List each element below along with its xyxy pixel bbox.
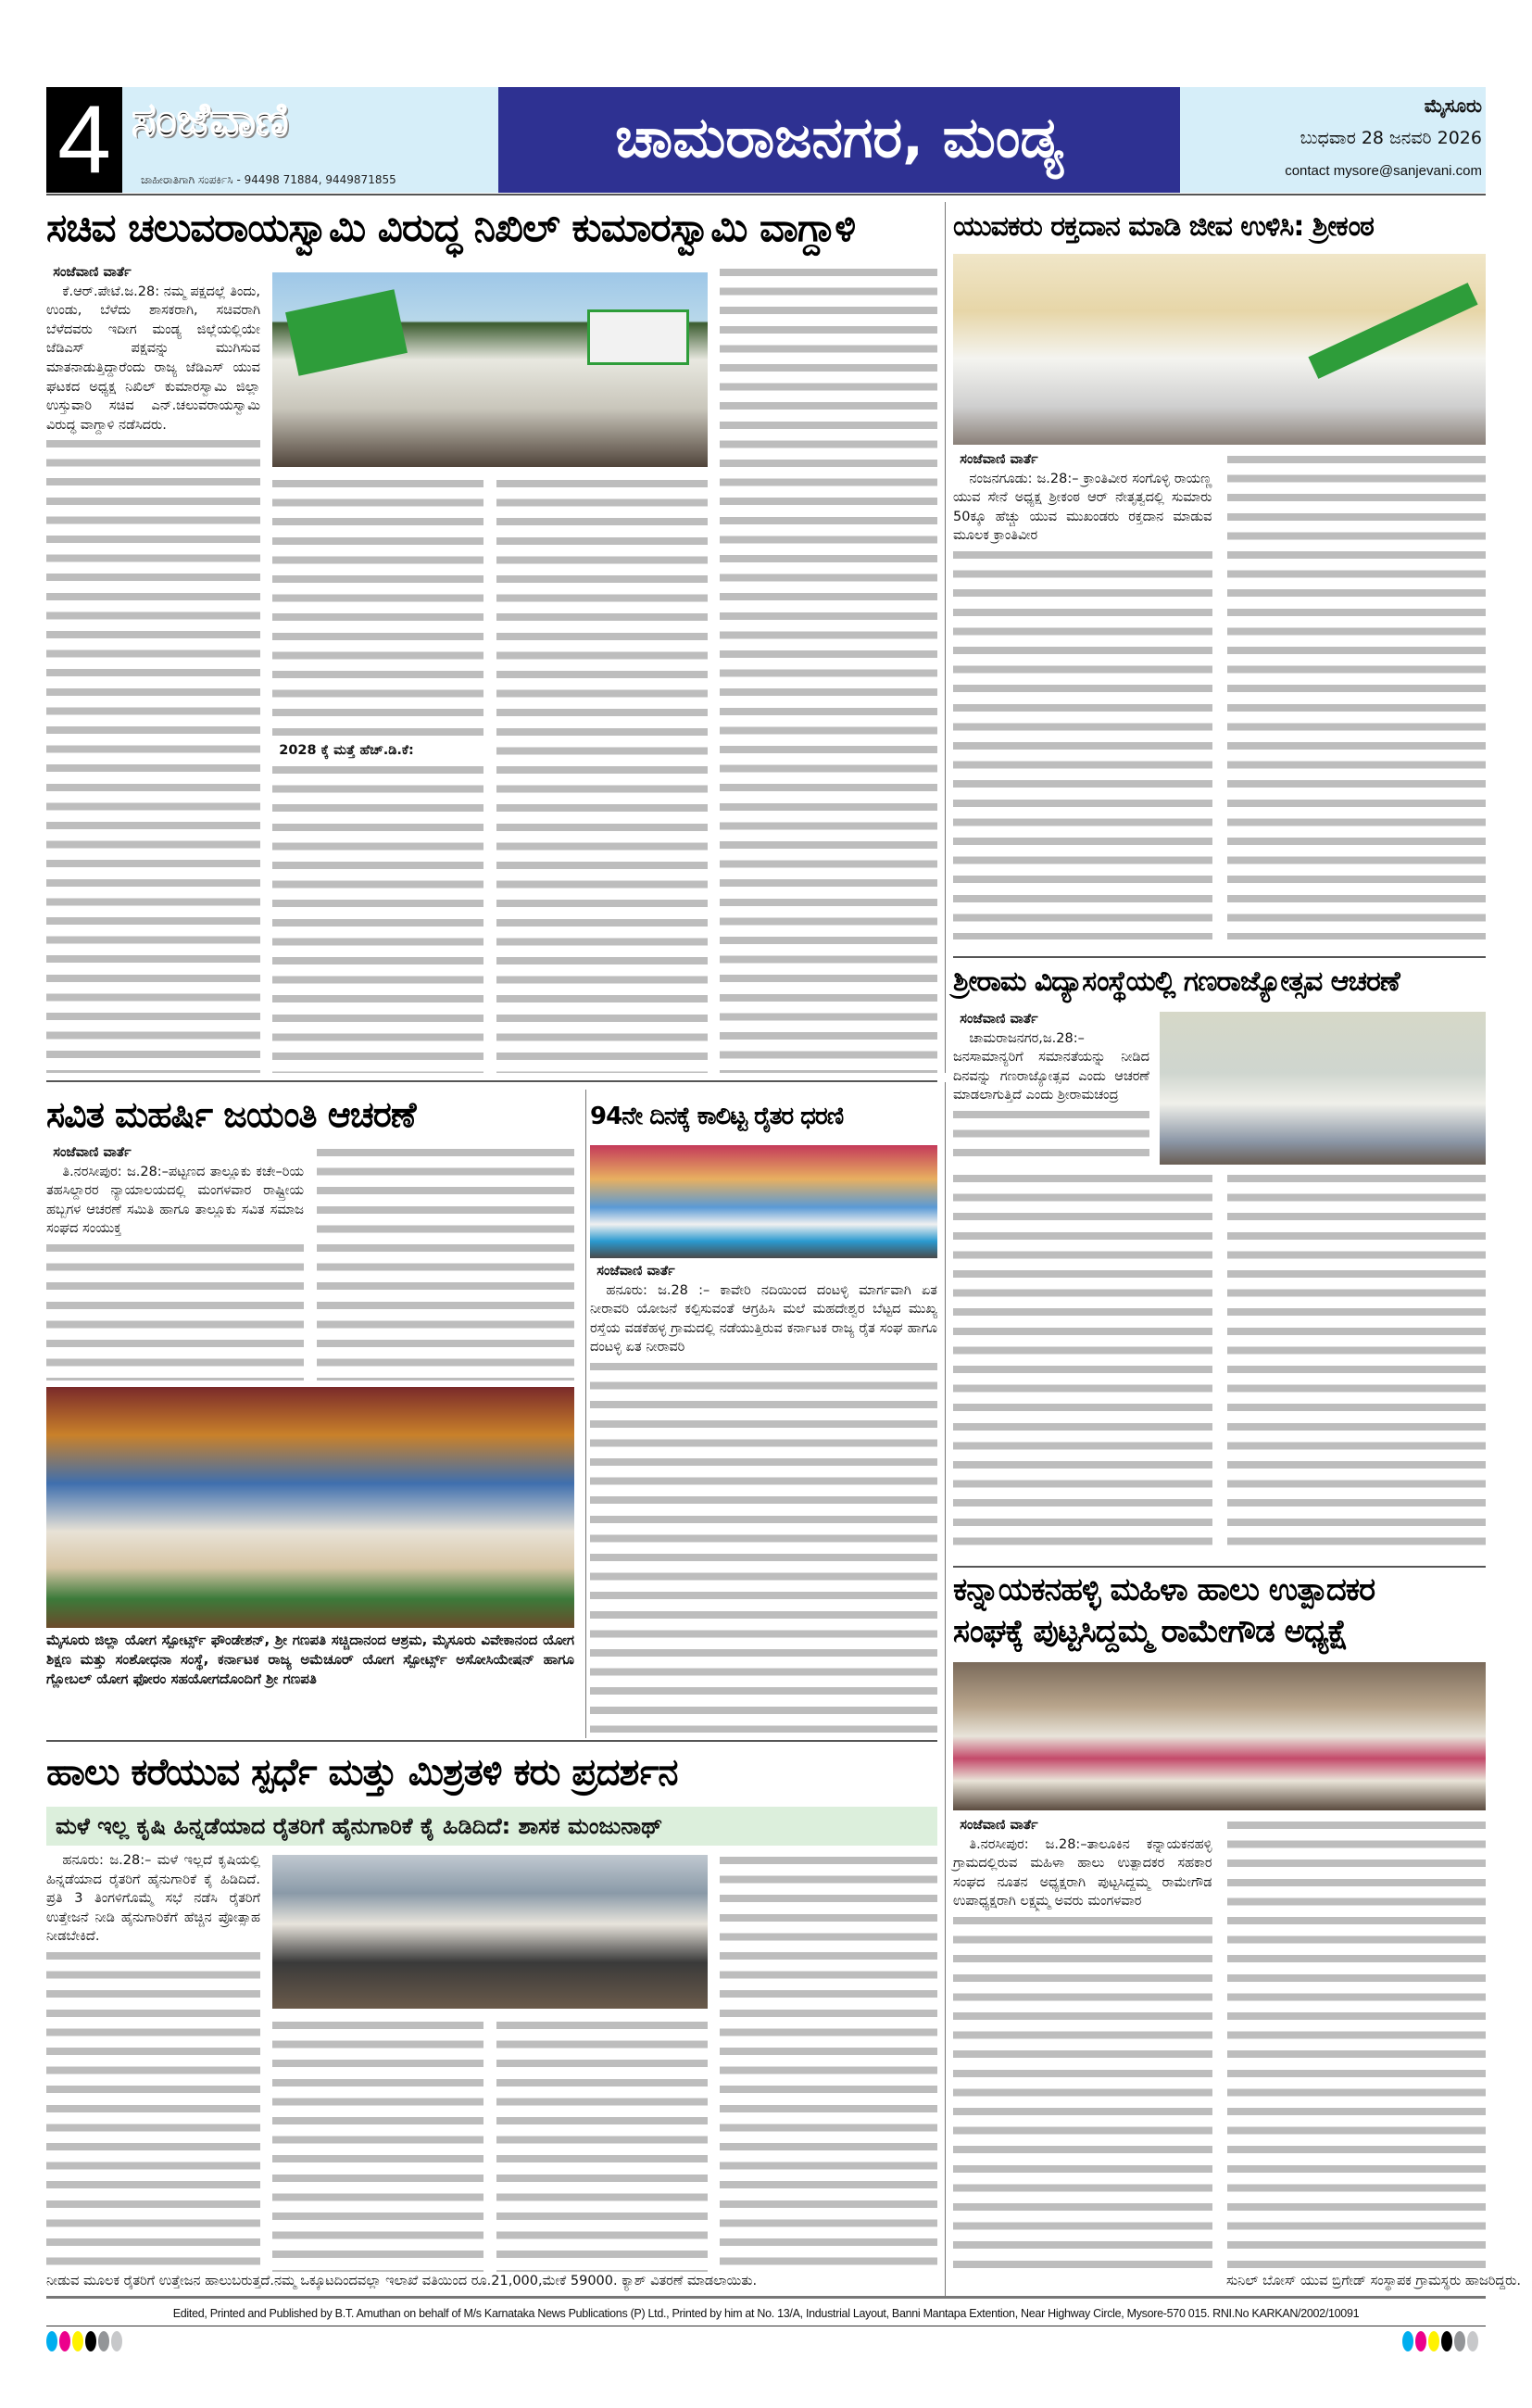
column-divider xyxy=(945,1082,946,2296)
registration-dot xyxy=(1402,2331,1413,2351)
photo-caption-yoga: ಮೈಸೂರು ಜಿಲ್ಲಾ ಯೋಗ ಸ್ಪೋರ್ಟ್ಸ್ ಫೌಂಡೇಶನ್, ಶ್ರೀ ಗಣಪತಿ ಸಚ್ಚಿದಾನಂದ ಆಶ್ರಮ, ಮೈಸೂರು ವಿವೇಕಾನಂದ ಯೋಗ ಶಿಕ್ಷಣ ಮತ್ತು ಸಂಶೋಧನಾ ಸಂಸ್ಥೆ, ಕರ್ನಾಟಕ ರಾಜ್ಯ ಅಮೆಚೂರ್ ಯೋಗ ಸ್ಪೋರ್ಟ್ಸ್ ಅಸೋಸಿಯೇಷನ್ ಹಾಗೂ ಗ್ಲೋಬಲ್ ಯೋಗ ಫೋರಂ ಸಹಯೋಗದೊಂದಿಗೆ ಶ್ರೀ ಗಣಪತಿ xyxy=(46,1632,574,1687)
article-text-continued xyxy=(720,1851,937,2272)
photo-yoga-awards xyxy=(46,1387,574,1628)
divider xyxy=(46,1740,937,1742)
divider xyxy=(46,194,1486,195)
divider xyxy=(953,1566,1486,1568)
photo-farmers-protest xyxy=(590,1145,937,1258)
headline-kannayakanahalli-1: ಕನ್ನಾಯಕನಹಳ್ಳಿ ಮಹಿಳಾ ಹಾಲು ಉತ್ಪಾದಕರ xyxy=(953,1571,1375,1608)
article-text-continued xyxy=(272,474,483,741)
photo-republic-day xyxy=(1160,1012,1486,1165)
text-column xyxy=(272,2016,483,2272)
registration-dot xyxy=(46,2331,57,2351)
edition-city: ಮೈಸೂರು xyxy=(1424,95,1482,117)
headline-nikhil: ಸಚಿವ ಚಲುವರಾಯಸ್ವಾಮಿ ವಿರುದ್ಧ ನಿಖಿಲ್ ಕುಮಾರಸ್ವಾಮಿ ವಾಗ್ದಾಳಿ xyxy=(46,205,856,250)
article-body-nikhil-col1 xyxy=(46,263,260,1073)
article-body-nikhil-col4 xyxy=(720,263,937,1073)
article-text-continued xyxy=(46,435,260,1073)
text-column xyxy=(496,2016,708,2272)
photo-milk-union xyxy=(953,1662,1486,1810)
article-paragraph: ನಂಜನಗೂಡು: ಜ.28:– ಕ್ರಾಂತಿವೀರ ಸಂಗೊಳ್ಳಿ ರಾಯಣ್ಣ ಯುವ ಸೇನೆ ಅಧ್ಯಕ್ಷ ಶ್ರೀಕಂಠ ಆರ್ ನೇತೃತ್ವದಲ್ಲಿ ಸುಮಾರು 50ಕ್ಕೂ ಹೆಚ್ಚು ಯುವ ಮುಖಂಡರು ರಕ್ತದಾನ ಮಾಡುವ ಮೂಲಕ ಕ್ರಾಂತಿವೀರ xyxy=(953,471,1212,544)
text-column xyxy=(953,1816,1212,2272)
section-title: ಚಾಮರಾಜನಗರ, ಮಂಡ್ಯ xyxy=(498,87,1180,193)
article-text-continued xyxy=(1227,1169,1487,1557)
article-paragraph: ತಿ.ನರಸೀಪುರ: ಜ.28:–ತಾಲೂಕಿನ ಕನ್ನಾಯಕನಹಳ್ಳಿ ಗ್ರಾಮದಲ್ಲಿರುವ ಮಹಿಳಾ ಹಾಲು ಉತ್ಪಾದಕರ ಸಹಕಾರ ಸಂಘದ ನೂತನ ಅಧ್ಯಕ್ಷರಾಗಿ ಪುಟ್ಟಸಿದ್ದಮ್ಮ ರಾಮೇಗೌಡ ಉಪಾಧ್ಯಕ್ಷರಾಗಿ ಲಕ್ಷ್ಮಮ್ಮ ಅವರು ಮಂಗಳವಾರ xyxy=(953,1836,1212,1910)
headline-shrirama: ಶ್ರೀರಾಮ ವಿದ್ಯಾಸಂಸ್ಥೆಯಲ್ಲಿ ಗಣರಾಜ್ಯೋತ್ಸವ ಆಚರಣೆ xyxy=(953,965,1400,998)
headline-kannayakanahalli-2: ಸಂಘಕ್ಕೆ ಪುಟ್ಟಸಿದ್ದಮ್ಮ ರಾಮೇಗೌಡ ಅಧ್ಯಕ್ಷೆ xyxy=(953,1613,1348,1650)
contact-email: contact mysore@sanjevani.com xyxy=(1285,163,1482,179)
article-body-shrirama xyxy=(953,1169,1486,1557)
article-text-continued xyxy=(720,263,937,1073)
column-divider xyxy=(585,1090,586,1738)
article-text-continued xyxy=(317,1143,574,1381)
registration-dot xyxy=(1428,2331,1439,2351)
article-body-blood-donation xyxy=(953,450,1486,939)
headline-blood-donation: ಯುವಕರು ರಕ್ತದಾನ ಮಾಡಿ ಜೀವ ಉಳಿಸಿ: ಶ್ರೀಕಂಠ xyxy=(953,210,1374,243)
text-column xyxy=(317,1143,574,1381)
text-column xyxy=(496,474,708,1073)
edition-info xyxy=(1180,87,1486,193)
article-body-nikhil xyxy=(272,474,708,1073)
byline: ಸಂಜೆವಾಣಿ ವಾರ್ತೆ xyxy=(53,1145,132,1160)
text-column xyxy=(46,1143,304,1381)
byline: ಸಂಜೆವಾಣಿ ವಾರ್ತೆ xyxy=(960,1818,1038,1833)
subheading: 2028 ಕ್ಕೆ ಮತ್ತೆ ಹೆಚ್.ಡಿ.ಕೆ: xyxy=(279,743,414,758)
ad-contact: ಜಾಹೀರಾತಿಗಾಗಿ ಸಂಪರ್ಕಿಸಿ - 94498 71884, 9449871855 xyxy=(141,173,396,186)
registration-dot xyxy=(72,2331,83,2351)
article-paragraph: ಹನೂರು: ಜ.28:– ಮಳೆ ಇಲ್ಲದೆ ಕೃಷಿಯಲ್ಲಿ ಹಿನ್ನಡೆಯಾದ ರೈತರಿಗೆ ಹೈನುಗಾರಿಕೆ ಕೈ ಹಿಡಿದಿದೆ. ಪ್ರತಿ 3 ತಿಂಗಳಿಗೊಮ್ಮೆ ಸಭೆ ನಡೆಸಿ ರೈತರಿಗೆ ಉತ್ತೇಜನೆ ನೀಡಿ ಹೈನುಗಾರಿಕೆಗೆ ಹೆಚ್ಚಿನ ಪ್ರೋತ್ಸಾಹ ನೀಡಬೇಕಿದೆ. xyxy=(46,1853,260,1945)
article-text-continued xyxy=(590,1357,937,1733)
shawl-shape xyxy=(1308,283,1477,379)
article-text-continued xyxy=(953,1911,1212,2272)
text-column xyxy=(953,450,1212,939)
divider xyxy=(953,956,1486,958)
logo-panel xyxy=(122,87,498,193)
divider xyxy=(46,1080,937,1082)
divider xyxy=(46,2296,1486,2299)
article-body-milk-col1 xyxy=(46,1851,260,2272)
registration-dot xyxy=(98,2331,109,2351)
article-last-line: ನೀಡುವ ಮೂಲಕ ರೈತರಿಗೆ ಉತ್ತೇಜನ ಹಾಲುಬರುತ್ತದೆ.ನಮ್ಮ ಒಕ್ಕೂಟದಿಂದವಲ್ಲಾ ಇಲಾಖೆ ವತಿಯಿಂದ ರೂ.21,000,ಮೇಕೆ 59000. ಕ್ಯಾಶ್ ವಿತರಣೆ ಮಾಡಲಾಯಿತು. xyxy=(46,2274,758,2288)
article-paragraph: ಕೆ.ಆರ್.ಪೇಟೆ.ಜ.28: ನಮ್ಮ ಪಕ್ಷದಲ್ಲೆ ತಿಂದು, ಉಂಡು, ಬೆಳೆದು ಶಾಸಕರಾಗಿ, ಸಚಿವರಾಗಿ ಬೆಳೆದವರು ಇದೀಗ ಮಂಡ್ಯ ಜಿಲ್ಲೆಯಲ್ಲಿಯೇ ಜೆಡಿಎಸ್ ಪಕ್ಷವನ್ನು ಮುಗಿಸುವ ಮಾತನಾಡುತ್ತಿದ್ದಾರೆಂದು ರಾಜ್ಯ ಜೆಡಿಎಸ್ ಯುವ ಘಟಕದ ಅಧ್ಯಕ್ಷ ನಿಖಿಲ್ ಕುಮಾರಸ್ವಾಮಿ ಜಿಲ್ಲಾ ಉಸ್ತುವಾರಿ ಸಚಿವ ಎನ್.ಚಲುವರಾಯಸ್ವಾಮಿ ವಿರುದ್ಧ ವಾಗ್ದಾಳಿ ನಡೆಸಿದರು. xyxy=(46,284,260,433)
article-text-continued xyxy=(496,474,708,1073)
article-text-continued xyxy=(496,2016,708,2272)
registration-dot xyxy=(59,2331,70,2351)
article-body-milk-col4 xyxy=(720,1851,937,2272)
newspaper-logo: ಸಂಜೆವಾಣಿ xyxy=(132,93,289,146)
registration-marks-right xyxy=(1402,2331,1478,2351)
article-paragraph: ತಿ.ನರಸೀಪುರ: ಜ.28:–ಪಟ್ಟಣದ ತಾಲ್ಲೂಕು ಕಚೇ–ರಿಯ ತಹಸಿಲ್ದಾರರ ನ್ಯಾಯಾಲಯದಲ್ಲಿ ಮಂಗಳವಾರ ರಾಷ್ಟ್ರೀಯ ಹಬ್ಬಗಳ ಆಚರಣೆ ಸಮಿತಿ ಹಾಗೂ ತಾಲ್ಲೂಕು ಸವಿತ ಸಮಾಜ ಸಂಘದ ಸಂಯುಕ್ತ xyxy=(46,1164,304,1237)
byline: ಸಂಜೆವಾಣಿ ವಾರ್ತೆ xyxy=(53,265,132,280)
byline: ಸಂಜೆವಾಣಿ ವಾರ್ತೆ xyxy=(596,1264,675,1279)
registration-marks-left xyxy=(46,2331,122,2351)
subheadline-milk: ಮಳೆ ಇಲ್ಲ ಕೃಷಿ ಹಿನ್ನಡೆಯಾದ ರೈತರಿಗೆ ಹೈನುಗಾರಿಕೆ ಕೈ ಹಿಡಿದಿದೆ: ಶಾಸಕ ಮಂಜುನಾಥ್ xyxy=(46,1807,937,1846)
page-number: 4 xyxy=(46,87,122,193)
flag-shape xyxy=(587,309,689,365)
article-paragraph: ಚಾಮರಾಜನಗರ,ಜ.28:–ಜನಸಾಮಾನ್ಯರಿಗೆ ಸಮಾನತೆಯನ್ನು ನೀಡಿದ ದಿನವನ್ನು ಗಣರಾಜ್ಯೋತ್ಸವ ಎಂದು ಆಚರಣೆ ಮಾಡಲಾಗುತ್ತಿದೆ ಎಂದು ಶ್ರೀರಾಮಚಂದ್ರ xyxy=(953,1030,1149,1103)
article-body-kannayakanahalli xyxy=(953,1816,1486,2272)
article-body-farmers xyxy=(590,1262,937,1733)
article-body-shrirama-intro xyxy=(953,1010,1149,1167)
byline: ಸಂಜೆವಾಣಿ ವಾರ್ತೆ xyxy=(960,1012,1038,1027)
column-divider xyxy=(945,202,946,1073)
registration-dot xyxy=(1454,2331,1465,2351)
text-column xyxy=(953,1169,1212,1557)
text-column xyxy=(272,474,483,1073)
photo-nikhil-rally xyxy=(272,272,708,467)
registration-dot xyxy=(111,2331,122,2351)
article-body-savita xyxy=(46,1143,574,1381)
article-text-continued xyxy=(953,1105,1149,1167)
headline-milk-competition: ಹಾಲು ಕರೆಯುವ ಸ್ಪರ್ಧೆ ಮತ್ತು ಮಿಶ್ರತಳಿ ಕರು ಪ್ರದರ್ಶನ xyxy=(46,1751,678,1794)
headline-savita: ಸವಿತ ಮಹರ್ಷಿ ಜಯಂತಿ ಆಚರಣೆ xyxy=(46,1094,416,1135)
photo-blood-donation xyxy=(953,254,1486,445)
text-column xyxy=(1227,1169,1487,1557)
registration-dot xyxy=(1441,2331,1452,2351)
article-text-continued xyxy=(46,1947,260,2272)
article-text-continued xyxy=(272,761,483,1073)
byline: ಸಂಜೆವಾಣಿ ವಾರ್ತೆ xyxy=(960,452,1038,467)
text-column xyxy=(1227,1816,1487,2272)
article-text-continued xyxy=(46,1239,304,1381)
text-column xyxy=(1227,450,1487,939)
registration-dot xyxy=(1467,2331,1478,2351)
article-last-line: ಸುನಿಲ್ ಬೋಸ್ ಯುವ ಬ್ರಿಗೇಡ್ ಸಂಸ್ಥಾಪಕ ಗ್ರಾಮಸ್ಥರು ಹಾಜರಿದ್ದರು. xyxy=(1226,2274,1521,2288)
article-text-continued xyxy=(953,1169,1212,1557)
article-text-continued xyxy=(1227,1816,1487,2272)
registration-dot xyxy=(85,2331,96,2351)
imprint-line: Edited, Printed and Published by B.T. Amuthan on behalf of M/s Karnataka News Publications (P) Ltd., Printed by him at No. 13/A, Industrial Layout, Banni Mantapa Extention, Near Highway Circle, Mysore-570 015. RNI.No KARKAN/2002/10091 xyxy=(172,2307,1360,2320)
article-body-milk xyxy=(272,2016,708,2272)
photo-milk-competition xyxy=(272,1855,708,2009)
article-text-continued xyxy=(953,546,1212,939)
headline-farmers-protest: 94ನೇ ದಿನಕ್ಕೆ ಕಾಲಿಟ್ಟ ರೈತರ ಧರಣಿ xyxy=(590,1103,844,1130)
article-text-continued xyxy=(1227,450,1487,939)
article-text-continued xyxy=(272,2016,483,2272)
registration-dot xyxy=(1415,2331,1426,2351)
flag-shape xyxy=(285,289,408,375)
issue-date: ಬುಧವಾರ 28 ಜನವರಿ 2026 xyxy=(1300,128,1482,148)
article-paragraph: ಹನೂರು: ಜ.28 :– ಕಾವೇರಿ ನದಿಯಿಂದ ದಂಟಳ್ಳಿ ಮಾರ್ಗವಾಗಿ ಏತ ನೀರಾವರಿ ಯೋಜನೆ ಕಲ್ಪಿಸುವಂತೆ ಆಗ್ರಹಿಸಿ ಮಲೆ ಮಹದೇಶ್ವರ ಬೆಟ್ಟದ ಮುಖ್ಯ ರಸ್ತೆಯ ವಡಕೆಹಳ್ಳ ಗ್ರಾಮದಲ್ಲಿ ನಡೆಯುತ್ತಿರುವ ಕರ್ನಾಟಕ ರಾಜ್ಯ ರೈತ ಸಂಘ ಹಾಗೂ ದಂಟಳ್ಳಿ ಏತ ನೀರಾವರಿ xyxy=(590,1282,937,1355)
